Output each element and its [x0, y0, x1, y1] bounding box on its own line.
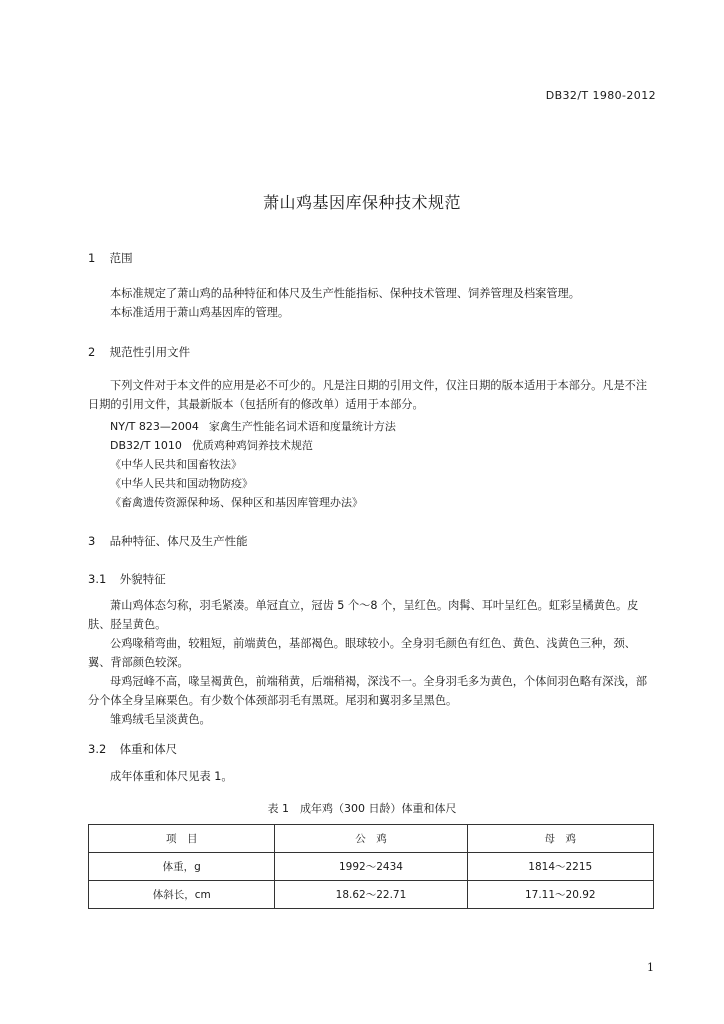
paragraph: 成年体重和体尺见表 1。: [110, 770, 233, 783]
section-number: 2: [88, 345, 96, 359]
reference-item: [110, 494, 363, 510]
section-number: 3.1: [88, 572, 107, 586]
column-header: 项 目: [89, 825, 275, 853]
paragraph: 本标准规定了萧山鸡的品种特征和体尺及生产性能指标、保种技术管理、饲养管理及档案管理。: [110, 287, 580, 300]
column-header: 母 鸡: [467, 825, 653, 853]
table-header-row: [89, 825, 654, 853]
reference-code: NY/T 823—2004: [110, 420, 199, 433]
table-cell: 1992～2434: [275, 853, 467, 881]
paragraph: 雏鸡绒毛呈淡黄色。: [110, 713, 211, 726]
section-title: 范围: [109, 251, 133, 265]
table-cell: 1814～2215: [467, 853, 653, 881]
table-cell: 17.11～20.92: [467, 881, 653, 909]
section-3-heading: [88, 533, 248, 549]
paragraph: 本标准适用于萧山鸡基因库的管理。: [110, 306, 290, 319]
section-3-2-heading: [88, 741, 177, 757]
section-number: 3: [88, 534, 96, 548]
reference-item: [110, 456, 242, 472]
section-2-heading: [88, 344, 190, 360]
reference-item: [110, 475, 253, 491]
section-title: 规范性引用文件: [109, 345, 191, 359]
table-cell: 体斜长，cm: [89, 881, 275, 909]
reference-name: 《中华人民共和国动物防疫》: [110, 477, 253, 490]
document-code: DB32/T 1980-2012: [545, 89, 656, 102]
paragraph: 母鸡冠峰不高，喙呈褐黄色，前端稍黄，后端稍褐，深浅不一。全身羽毛多为黄色，个体间羽色略有深浅，部分个体全身呈麻栗色。有少数个体颈部羽毛有黑斑。尾羽和翼羽多呈黑色。: [88, 675, 648, 707]
section-1-heading: [88, 250, 133, 266]
section-title: 外貌特征: [119, 572, 166, 586]
section-3-1-heading: [88, 571, 166, 587]
reference-item: [110, 418, 396, 434]
reference-name: 《畜禽遗传资源保种场、保种区和基因库管理办法》: [110, 496, 363, 509]
data-table: [88, 824, 654, 909]
table-cell: 18.62～22.71: [275, 881, 467, 909]
reference-name: 优质鸡种鸡饲养技术规范: [191, 439, 313, 452]
table-caption: 表 1 成年鸡（300 日龄）体重和体尺: [267, 802, 457, 815]
paragraph: 下列文件对于本文件的应用是必不可少的。凡是注日期的引用文件，仅注日期的版本适用于本部分。凡是不注日期的引用文件，其最新版本（包括所有的修改单）适用于本部分。: [88, 379, 648, 411]
page-number: 1: [647, 961, 654, 974]
table-cell: 体重，g: [89, 853, 275, 881]
reference-item: [110, 437, 313, 453]
section-number: 3.2: [88, 742, 107, 756]
document-title: 萧山鸡基因库保种技术规范: [262, 193, 461, 212]
table-row: [89, 853, 654, 881]
reference-name: 家禽生产性能名词术语和度量统计方法: [208, 420, 396, 433]
column-header: 公 鸡: [275, 825, 467, 853]
section-title: 品种特征、体尺及生产性能: [109, 534, 248, 548]
paragraph: 萧山鸡体态匀称，羽毛紧凑。单冠直立，冠齿 5 个～8 个，呈红色。肉髯、耳叶呈红色。虹彩呈橘黄色。皮肤、胫呈黄色。: [88, 599, 639, 631]
table-row: [89, 881, 654, 909]
section-number: 1: [88, 251, 96, 265]
reference-name: 《中华人民共和国畜牧法》: [110, 458, 242, 471]
paragraph: 公鸡喙稍弯曲，较粗短，前端黄色，基部褐色。眼球较小。全身羽毛颜色有红色、黄色、浅黄色三种，颈、翼、背部颜色较深。: [88, 637, 636, 669]
section-title: 体重和体尺: [119, 742, 178, 756]
reference-code: DB32/T 1010: [110, 439, 182, 452]
